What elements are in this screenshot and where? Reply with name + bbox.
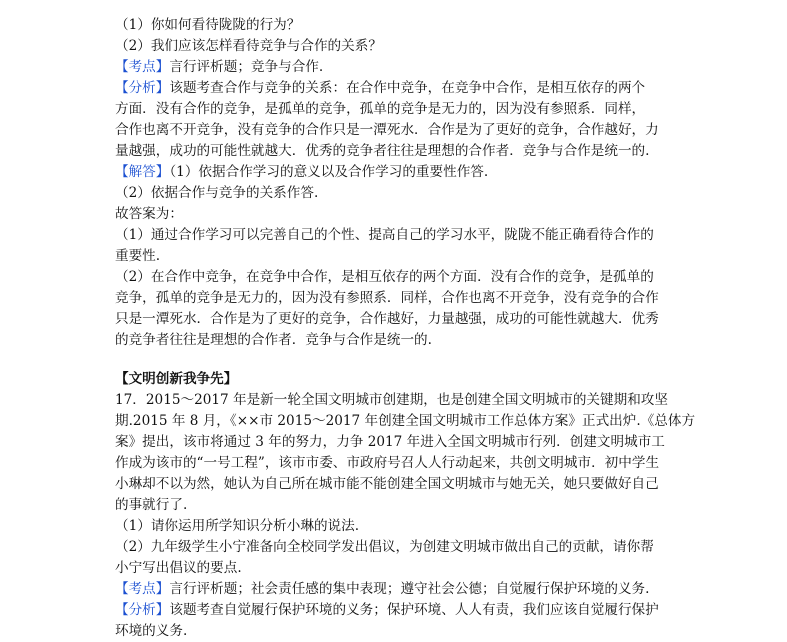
kaodian-text: 言行评析题；社会责任感的集中表现；遵守社会公德；自觉履行保护环境的义务. bbox=[169, 581, 650, 597]
kaodian-tag: 【考点】 bbox=[115, 581, 170, 597]
q17-sub2-line: （2）九年级学生小宁准备向全校同学发出倡议，为创建文明城市做出自己的贡献，请你帮 bbox=[115, 539, 654, 555]
q17-line: 案》提出，该市将通过 3 年的努力，力争 2017 年进入全国文明城市行列．创建文明城市工 bbox=[115, 434, 665, 450]
q17-line: 17．2015～2017 年是新一轮全国文明城市创建期，也是创建全国文明城市的关键期和攻坚 bbox=[115, 392, 668, 408]
answer2-line: 竞争，孤单的竞争是无力的，因为没有参照系．同样，合作也离不开竞争，没有竞争的合作 bbox=[115, 290, 659, 306]
q16-fenxi-line: 量越强，成功的可能性就越大．优秀的竞争者往往是理想的合作者．竞争与合作是统一的. bbox=[115, 143, 650, 159]
q17-fenxi-line: 环境的义务. bbox=[115, 623, 188, 639]
q17-line: 作成为该市的“一号工程”，该市市委、市政府号召人人行动起来，共创文明城市．初中学生 bbox=[115, 455, 660, 471]
answer2-line: 的竞争者往往是理想的合作者．竞争与合作是统一的. bbox=[115, 332, 432, 348]
answer-label: 故答案为： bbox=[115, 206, 183, 222]
answer2-line: （2）在合作中竞争，在竞争中合作，是相互依存的两个方面．没有合作的竞争，是孤单的 bbox=[115, 269, 654, 285]
q17-sub1: （1）请你运用所学知识分析小琳的说法. bbox=[115, 518, 360, 534]
q16-fenxi-line: 方面．没有合作的竞争，是孤单的竞争，孤单的竞争是无力的，因为没有参照系．同样， bbox=[115, 101, 646, 117]
q16-jieda-line2: （2）依据合作与竞争的关系作答. bbox=[115, 185, 319, 201]
section-heading: 【文明创新我争先】 bbox=[115, 371, 238, 387]
q16-sub2: （2）我们应该怎样看待竞争与合作的关系？ bbox=[115, 38, 382, 54]
answer1-line: 重要性. bbox=[115, 248, 161, 264]
q16-sub1: （1）你如何看待陇陇的行为？ bbox=[115, 17, 301, 33]
fenxi-tag: 【分析】 bbox=[115, 602, 170, 618]
fenxi-text: 该题考查合作与竞争的关系：在合作中竞争，在竞争中合作，是相互依存的两个 bbox=[169, 80, 646, 96]
fenxi-tag: 【分析】 bbox=[115, 80, 170, 96]
q17-kaodian bbox=[115, 579, 675, 600]
answer1-line: （1）通过合作学习可以完善自己的个性、提高自己的学习水平，陇陇不能正确看待合作的 bbox=[115, 227, 654, 243]
kaodian-tag: 【考点】 bbox=[115, 59, 170, 75]
kaodian-text: 言行评析题；竞争与合作. bbox=[169, 59, 324, 75]
q16-fenxi-line: 合作也离不开竞争，没有竞争的合作只是一潭死水．合作是为了更好的竞争，合作越好，力 bbox=[115, 122, 659, 138]
q17-line: 小琳却不以为然，她认为自己所在城市能不能创建全国文明城市与她无关，她只要做好自己 bbox=[115, 476, 659, 492]
q17-line: 的事就行了. bbox=[115, 497, 188, 513]
q16-fenxi-line bbox=[115, 78, 675, 99]
q16-kaodian bbox=[115, 57, 675, 78]
q17-line: 期.2015 年 8 月，《××市 2015～2017 年创建全国文明城市工作总体方案》正式出炉.《总体方 bbox=[115, 413, 696, 429]
answer2-line: 只是一潭死水．合作是为了更好的竞争，合作越好，力量越强，成功的可能性就越大．优秀 bbox=[115, 311, 659, 327]
q16-jieda bbox=[115, 162, 675, 183]
fenxi-text: 该题考查自觉履行保护环境的义务；保护环境、人人有责，我们应该自觉履行保护 bbox=[169, 602, 659, 618]
jieda-text: （1）依据合作学习的意义以及合作学习的重要性作答. bbox=[169, 164, 489, 180]
jieda-tag: 【解答】 bbox=[115, 164, 170, 180]
q17-fenxi bbox=[115, 600, 675, 621]
q17-sub2-line: 小宁写出倡议的要点. bbox=[115, 560, 242, 576]
